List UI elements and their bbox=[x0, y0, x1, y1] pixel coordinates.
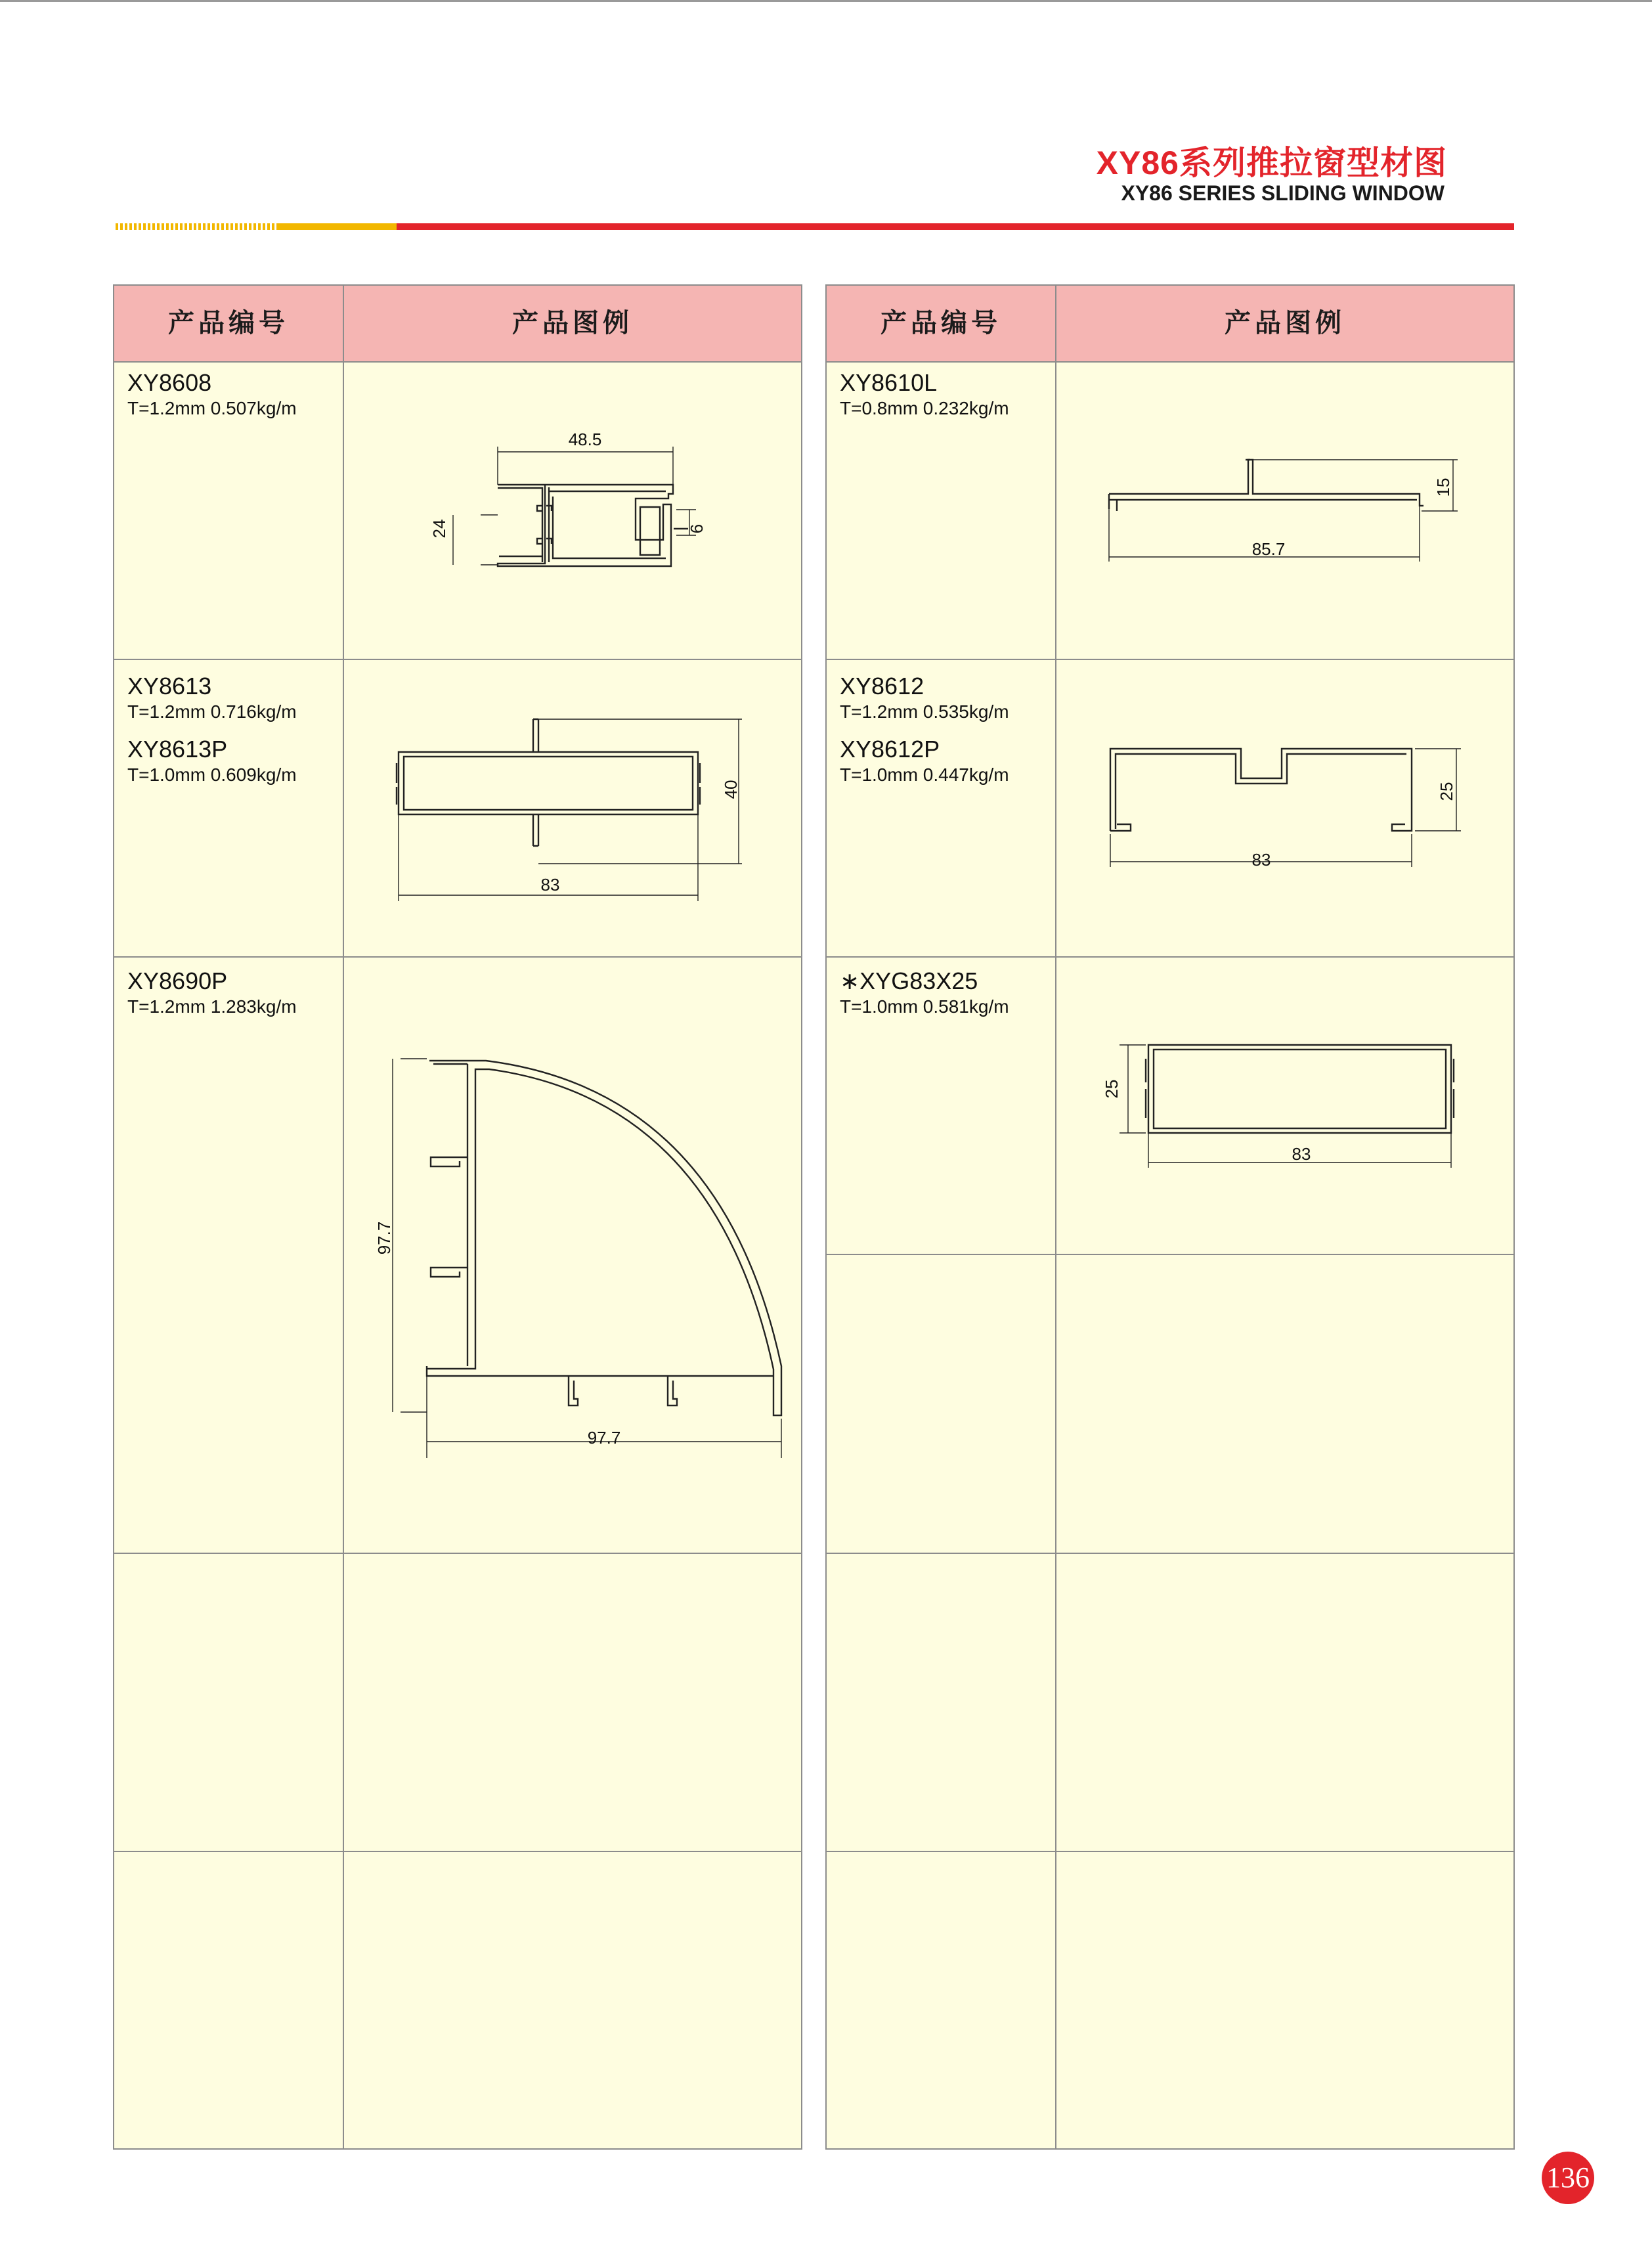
row-divider bbox=[827, 1553, 1513, 1554]
page-title-en: XY86 SERIES SLIDING WINDOW bbox=[1121, 181, 1445, 205]
dim-label: 97.7 bbox=[587, 1428, 621, 1448]
product-code: ∗XYG83X25 bbox=[840, 967, 978, 994]
product-cell-xy8690p bbox=[127, 968, 337, 1018]
row-divider bbox=[827, 659, 1513, 660]
dim-label: 25 bbox=[1102, 1079, 1121, 1099]
table-header bbox=[114, 286, 801, 363]
header-band-dotted bbox=[116, 223, 278, 230]
dim-label: 85.7 bbox=[1251, 539, 1286, 559]
page-number-badge: 136 bbox=[1542, 2152, 1594, 2204]
dim-label: 24 bbox=[429, 519, 449, 539]
row-divider bbox=[827, 1254, 1513, 1255]
header-product-diagram: 产品图例 bbox=[1225, 309, 1345, 338]
product-spec: T=0.8mm 0.232kg/m bbox=[840, 398, 1009, 418]
dim-label: 25 bbox=[1437, 782, 1456, 801]
product-spec: T=1.2mm 1.283kg/m bbox=[127, 996, 297, 1017]
row-divider bbox=[114, 659, 801, 660]
product-code: XY8613 bbox=[127, 673, 212, 699]
product-spec: T=1.0mm 0.581kg/m bbox=[840, 996, 1009, 1017]
product-cell-xy8612 bbox=[840, 673, 1050, 786]
header-product-code: 产品编号 bbox=[168, 309, 289, 338]
product-spec-variant: T=1.0mm 0.447kg/m bbox=[840, 764, 1009, 785]
dim-label: 83 bbox=[1292, 1144, 1311, 1164]
dim-label: 15 bbox=[1433, 477, 1453, 497]
product-code: XY8610L bbox=[840, 369, 938, 396]
page-title-cn: XY86系列推拉窗型材图 bbox=[1096, 144, 1447, 181]
dim-label: 83 bbox=[540, 875, 560, 895]
header-product-diagram: 产品图例 bbox=[512, 309, 633, 338]
product-cell-xyg83x25 bbox=[840, 968, 1050, 1018]
dim-label: 48.5 bbox=[568, 430, 602, 449]
row-divider bbox=[114, 956, 801, 958]
dim-label: 40 bbox=[721, 780, 741, 799]
product-spec-variant: T=1.0mm 0.609kg/m bbox=[127, 764, 297, 785]
product-cell-xy8608 bbox=[127, 370, 337, 420]
table-header bbox=[827, 286, 1513, 363]
row-divider bbox=[827, 1851, 1513, 1852]
header-band-yellow bbox=[278, 223, 397, 230]
left-catalog-table bbox=[113, 284, 802, 2150]
dim-label: 83 bbox=[1251, 850, 1271, 870]
column-divider bbox=[343, 286, 344, 2148]
product-spec: T=1.2mm 0.535kg/m bbox=[840, 701, 1009, 722]
product-code: XY8690P bbox=[127, 967, 228, 994]
product-cell-xy8613 bbox=[127, 673, 337, 786]
column-divider bbox=[1055, 286, 1056, 2148]
product-code: XY8608 bbox=[127, 369, 212, 396]
header-product-code: 产品编号 bbox=[880, 309, 1001, 338]
header-band-red bbox=[397, 223, 1514, 230]
row-divider bbox=[114, 1851, 801, 1852]
row-divider bbox=[114, 1553, 801, 1554]
row-divider bbox=[827, 956, 1513, 958]
product-code: XY8612 bbox=[840, 673, 924, 699]
product-code-variant: XY8612P bbox=[840, 736, 940, 763]
top-rule bbox=[0, 0, 1652, 2]
product-spec: T=1.2mm 0.507kg/m bbox=[127, 398, 297, 418]
product-cell-xy8610l bbox=[840, 370, 1050, 420]
product-code-variant: XY8613P bbox=[127, 736, 228, 763]
product-spec: T=1.2mm 0.716kg/m bbox=[127, 701, 297, 722]
dim-label: 9 bbox=[687, 523, 706, 534]
dim-label: 97.7 bbox=[374, 1221, 394, 1255]
right-catalog-table bbox=[825, 284, 1515, 2150]
